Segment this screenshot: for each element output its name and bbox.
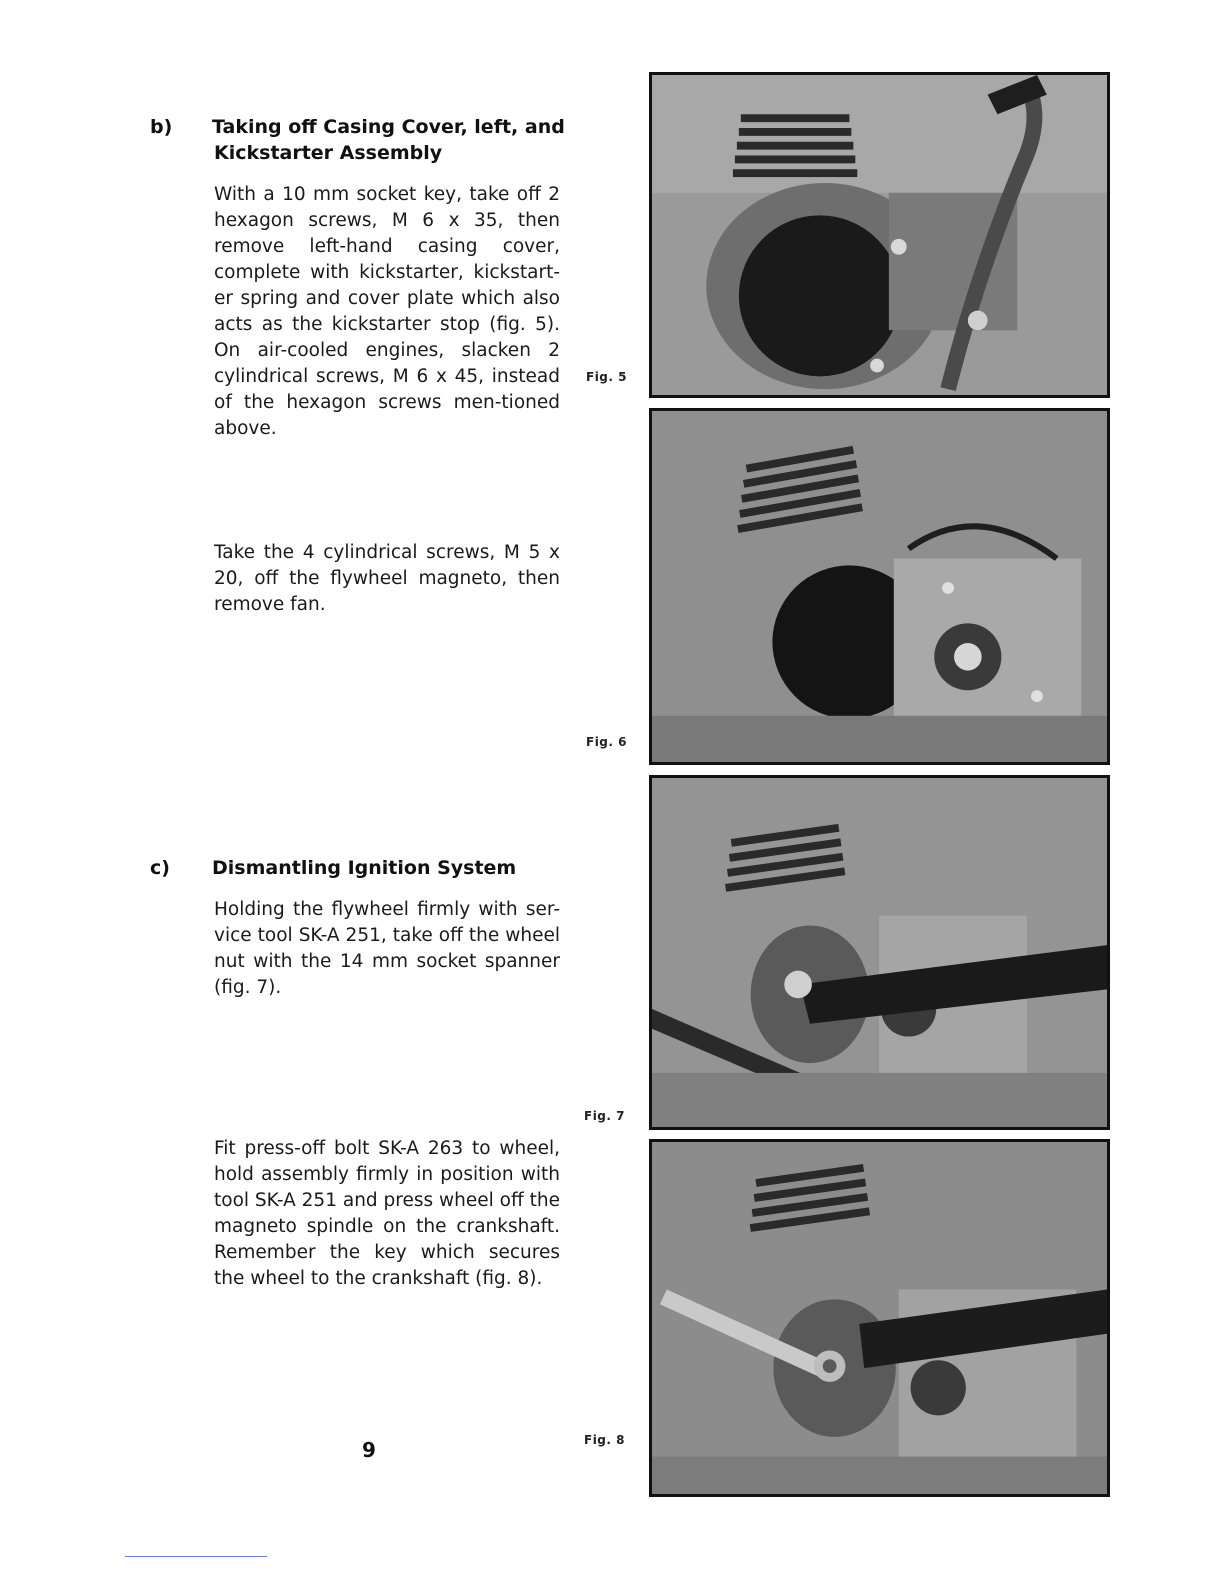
fig-5-label: Fig. 5 <box>586 370 627 384</box>
section-c-paragraph-2: Fit press-off bolt SK-A 263 to wheel, hold assembly firmly in position with tool SK-A 251 and press wheel off the magneto spindle on the crankshaft. Remember the key which secures the wheel to the crankshaft (fig. 8). <box>214 1138 560 1289</box>
section-c-marker: c) <box>150 857 170 879</box>
section-b-paragraph-1: With a 10 mm socket key, take off 2 hexagon screws, M 6 x 35, then remove left-hand casing cover, complete with kickstarter, kickstart-er spring and cover plate which also acts as the kickstarter stop (fig. 5). On air-cooled engines, slacken 2 cylindrical screws, M 6 x 45, instead of the hexagon screws men-tioned above. <box>214 184 560 439</box>
fig-7-photo <box>649 775 1110 1130</box>
section-b-heading <box>150 114 565 166</box>
section-c-heading <box>150 855 517 881</box>
fig-7-label: Fig. 7 <box>584 1109 625 1123</box>
fig-8-label: Fig. 8 <box>584 1433 625 1447</box>
fig-7-engine-illustration <box>652 778 1107 1127</box>
section-b-title-line2: Kickstarter Assembly <box>214 142 443 164</box>
fig-5-photo <box>649 72 1110 398</box>
fig-5-engine-illustration <box>652 75 1107 395</box>
section-c-title: Dismantling Ignition System <box>212 857 517 879</box>
fig-8-photo <box>649 1139 1110 1497</box>
footer-rule <box>125 1556 267 1557</box>
fig-6-photo <box>649 408 1110 765</box>
page-number: 9 <box>362 1438 376 1462</box>
fig-8-engine-illustration <box>652 1142 1107 1494</box>
section-b-title-line1: Taking off Casing Cover, left, and <box>212 116 565 138</box>
section-b-paragraph-2: Take the 4 cylindrical screws, M 5 x 20, off the flywheel magneto, then remove fan. <box>214 542 560 615</box>
fig-6-engine-illustration <box>652 411 1107 762</box>
section-b-marker: b) <box>150 116 173 138</box>
section-c-paragraph-1: Holding the flywheel firmly with ser-vice tool SK-A 251, take off the wheel nut with the 14 mm socket spanner (fig. 7). <box>214 899 560 998</box>
fig-6-label: Fig. 6 <box>586 735 627 749</box>
